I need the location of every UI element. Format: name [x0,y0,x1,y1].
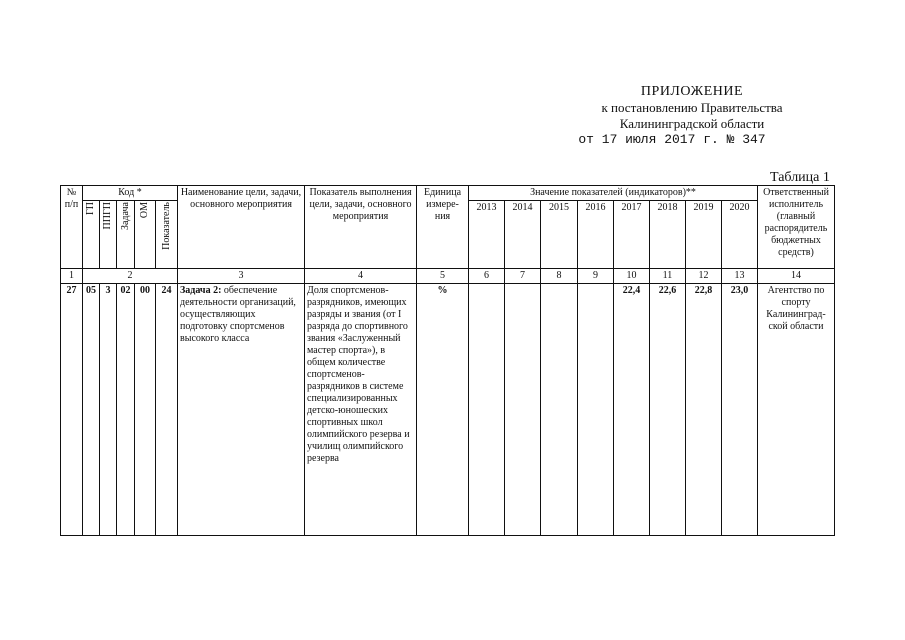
header-year: 2013 [469,201,505,269]
appendix-line3: Калининградской области [619,116,765,131]
header-unit: Единица измере-ния [417,186,469,269]
col-number: 2 [83,269,178,284]
table-label: Таблица 1 [770,170,830,185]
header-row-1 [61,186,835,201]
header-year: 2015 [541,201,578,269]
col-number: 6 [469,269,505,284]
task-text: обеспечение деятельности организаций, осуществляющих подготовку спортсменов высокого класса [180,285,296,344]
task-label: Задача 2: [180,285,222,296]
col-number: 11 [650,269,686,284]
header-year: 2018 [650,201,686,269]
header-code-om: ОМ [135,201,156,269]
header-goal: Наименование цели, задачи, основного мероприятия [178,186,305,269]
header-year: 2016 [578,201,614,269]
code-indicator: 24 [156,284,178,536]
header-year: 2014 [505,201,541,269]
code-task: 02 [117,284,135,536]
value-cell [505,284,541,536]
value-cell: 22,4 [614,284,650,536]
value-cell [578,284,614,536]
header-code-ppgp: ППГП [100,201,117,269]
indicators-table [60,185,835,536]
col-number: 9 [578,269,614,284]
column-number-row [61,269,835,284]
document-heading [557,84,827,148]
col-number: 12 [686,269,722,284]
col-number: 8 [541,269,578,284]
header-indicator: Показатель выполнения цели, задачи, основного мероприятия [305,186,417,269]
header-no: № п/п [61,186,83,269]
unit-cell: % [417,284,469,536]
col-number: 13 [722,269,758,284]
header-code-task: Задача [117,201,135,269]
header-year: 2017 [614,201,650,269]
value-cell: 23,0 [722,284,758,536]
header-code: Код * [83,186,178,201]
col-number: 3 [178,269,305,284]
appendix-line2: к постановлению Правительства [601,100,783,115]
col-number: 1 [61,269,83,284]
header-year: 2019 [686,201,722,269]
appendix-date: от 17 июля 2017 г. № 347 [578,132,766,147]
appendix-title: ПРИЛОЖЕНИЕ [640,84,744,99]
value-cell [469,284,505,536]
responsible-cell: Агентство по спорту Калининград-ской области [758,284,835,536]
code-om: 00 [135,284,156,536]
col-number: 7 [505,269,541,284]
value-cell [541,284,578,536]
row-number: 27 [61,284,83,536]
header-code-indicator: Показатель [156,201,178,269]
value-cell: 22,8 [686,284,722,536]
col-number: 5 [417,269,469,284]
header-year: 2020 [722,201,758,269]
col-number: 4 [305,269,417,284]
goal-cell [178,284,305,536]
table-row [61,284,835,536]
header-code-gp: ГП [83,201,100,269]
header-values: Значение показателей (индикаторов)** [469,186,758,201]
col-number: 10 [614,269,650,284]
indicator-cell: Доля спортсменов-разрядников, имеющих разряды и звания (от I разряда до спортивного звания «Заслуженный мастер спорта»), в общем количестве спортсменов-разрядников в системе специализированных детско-юношеских спортивных школ олимпийского резерва и училищ олимпийского резерва [305,284,417,536]
col-number: 14 [758,269,835,284]
code-gp: 05 [83,284,100,536]
header-responsible: Ответственный исполнитель (главный распорядитель бюджетных средств) [758,186,835,269]
code-ppgp: 3 [100,284,117,536]
value-cell: 22,6 [650,284,686,536]
